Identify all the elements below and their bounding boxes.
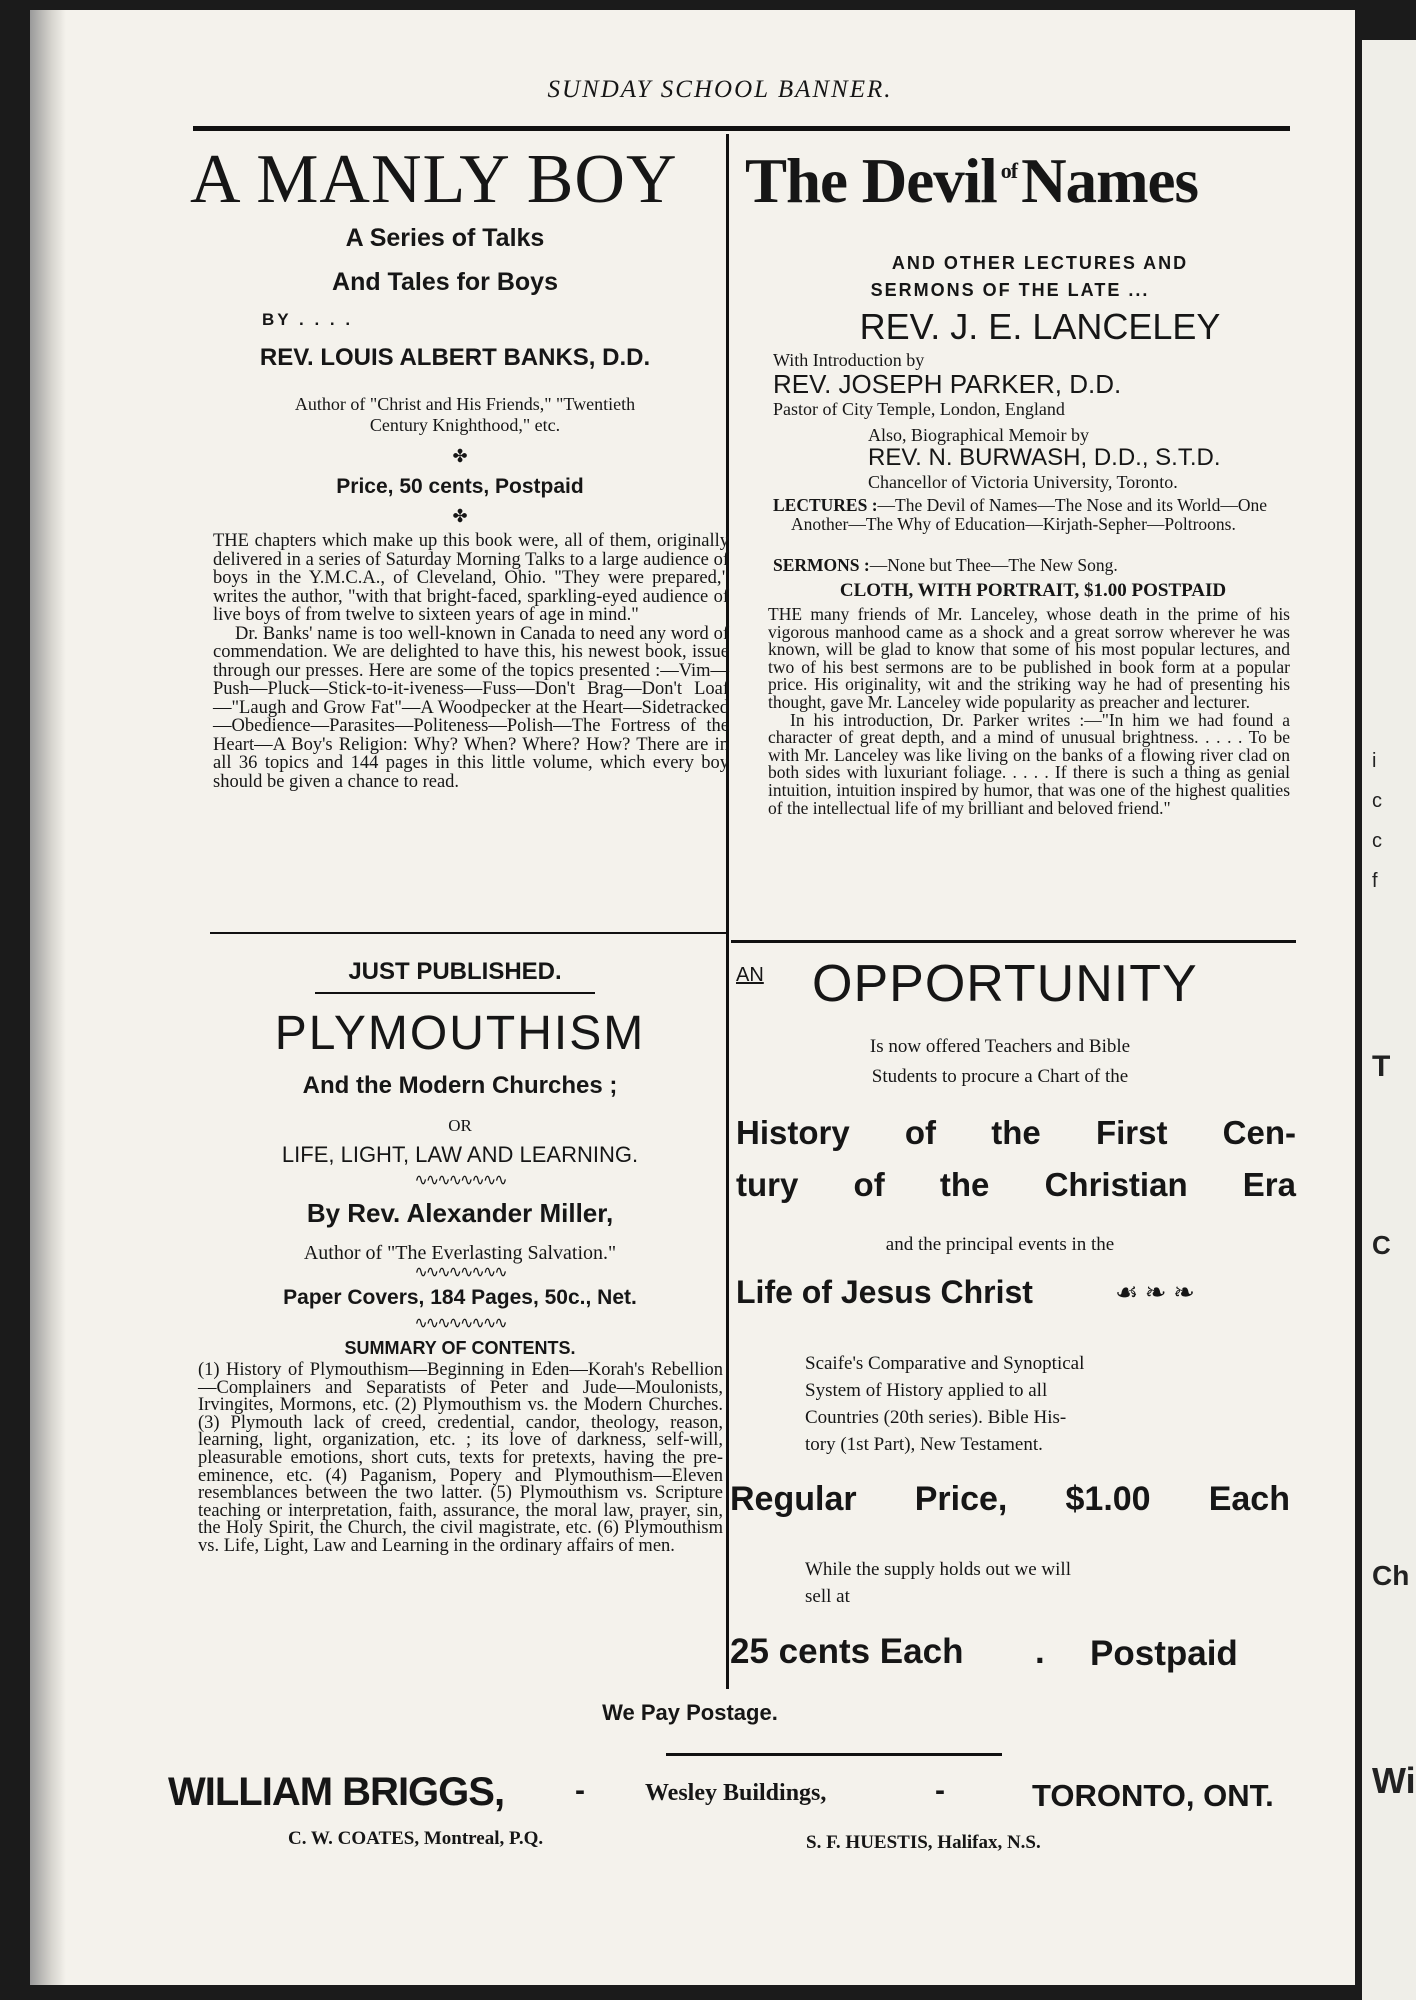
footer-rule — [666, 1753, 1002, 1756]
opportunity-while-line: While the supply holds out we will — [805, 1559, 1071, 1580]
devil-paragraph-1: THE many friends of Mr. Lanceley, whose death in the prime of his vigorous manhood came as a shock and a great sorrow wherever he was known, will be glad to know that some of his most popular lectures, and two of his best sermons are to be published in book form at a popular price. His originality, wit and the striking way he had of presenting his thought, gave Mr. Lanceley wide popularity as preacher and lecturer. — [768, 604, 1290, 712]
manly-boy-paragraph-1: THE chapters which make up this book were, all of them, originally delivered in a series of Saturday Morning Talks to a large audience of boys in the Y.M.C.A., of Cleveland, Ohio. "They were prepared," writes the author, "with that bright-faced, sparkling-eyed audience of live boys of from twelve to sixteen years of age in mind." — [213, 531, 729, 625]
opportunity-offer-price: 25 cents Each — [730, 1632, 964, 1671]
opportunity-system — [805, 1350, 1225, 1458]
devil-sermons-list: —None but Thee—The New Song. — [869, 555, 1118, 575]
devil-subtitle-1: AND OTHER LECTURES AND — [891, 253, 1189, 273]
devil-memoir-role: Chancellor of Victoria University, Toronto. — [868, 472, 1178, 492]
edge-letter: C — [1372, 1230, 1391, 1260]
plymouth-alt-title: LIFE, LIGHT, LAW AND LEARNING. — [281, 1142, 639, 1167]
edge-letter: c — [1372, 790, 1382, 812]
manly-boy-subtitle-1: A Series of Talks — [345, 224, 545, 252]
plymouth-title: PLYMOUTHISM — [274, 1007, 646, 1060]
right-section-rule — [731, 940, 1296, 943]
manly-boy-works-2: Century Knighthood," etc. — [369, 415, 561, 435]
opportunity-history-2: tury of the Christian Era — [736, 1166, 1296, 1203]
plymouth-subtitle: And the Modern Churches ; — [302, 1072, 618, 1099]
manly-boy-author: REV. LOUIS ALBERT BANKS, D.D. — [259, 344, 651, 371]
adjacent-page-edge — [1362, 40, 1416, 2000]
page-edge-shadow — [30, 10, 66, 1985]
plymouth-kicker: JUST PUBLISHED. — [348, 958, 562, 985]
opportunity-while-line: sell at — [805, 1586, 850, 1607]
devil-title-of: of — [1000, 158, 1018, 183]
manly-boy-subtitle-2: And Tales for Boys — [332, 268, 558, 296]
opportunity-an: AN — [736, 964, 764, 986]
plymouth-summary-heading: SUMMARY OF CONTENTS. — [344, 1338, 576, 1358]
edge-letter: f — [1372, 870, 1378, 892]
opportunity-offer-dot: . — [1035, 1632, 1045, 1671]
opportunity-middle: and the principal events in the — [885, 1234, 1115, 1255]
footer-halifax: S. F. HUESTIS, Halifax, N.S. — [806, 1832, 1041, 1853]
opportunity-life: Life of Jesus Christ — [736, 1274, 1033, 1310]
running-header: SUNDAY SCHOOL BANNER. — [547, 76, 893, 103]
edge-letter: Wi — [1372, 1760, 1416, 1801]
header-rule — [193, 126, 1290, 131]
devil-paragraph-2: In his introduction, Dr. Parker writes :—"In him we had found a character of great depth, and a mind of unusual brightness. . . . . To be with Mr. Lanceley was like living on the banks of a flowing river clad on both sides with luxuriant foliage. . . . . If there is such a thing as genial intuition, intuition inspired by humor, that was one of the highest qualities of the intellectual life of my brilliant and beloved friend." — [768, 709, 1290, 818]
devil-intro-author: REV. JOSEPH PARKER, D.D. — [773, 369, 1122, 399]
footer-postage: We Pay Postage. — [602, 1700, 778, 1725]
wave-ornament: ∿∿∿∿∿∿∿∿ — [414, 1172, 506, 1189]
devil-intro-role: Pastor of City Temple, London, England — [773, 399, 1065, 419]
column-divider — [726, 134, 729, 1689]
devil-lectures — [773, 496, 1293, 534]
edge-letter: Ch — [1372, 1560, 1410, 1591]
wave-ornament: ∿∿∿∿∿∿∿∿ — [414, 1264, 506, 1281]
devil-title — [745, 146, 1305, 216]
footer-building: Wesley Buildings, — [645, 1780, 827, 1806]
footer-dash-2: - — [935, 1774, 945, 1807]
devil-sermons-label: SERMONS : — [773, 555, 870, 575]
manly-boy-paragraph-2: Dr. Banks' name is too well-known in Canada to need any word of commendation. We are delighted to have this, his newest book, issue through our presses. Here are some of the topics presented :—Vim—Push—Pluck—Stick-to-it-iveness—Fuss—Don't Brag—Don't Loaf—"Laugh and Grow Fat"—A Woodpecker at the Heart—Sidetracked—Obedience—Parasites—Politeness—Polish—The Fortress of the Heart—A Boy's Religion: Why? When? Where? How? There are in all 36 topics and 144 pages in this little volume, which every boy should be given a chance to read. — [213, 623, 729, 792]
opportunity-while — [805, 1556, 1225, 1610]
plymouth-price: Paper Covers, 184 Pages, 50c., Net. — [283, 1286, 637, 1309]
devil-lectures-list: —The Devil of Names—The Nose and its World—One Another—The Why of Education—Kirjath-Sepher—Poltroons. — [791, 495, 1268, 534]
edge-letter: i — [1372, 750, 1377, 772]
footer-dash-1: - — [575, 1774, 585, 1807]
manly-boy-price: Price, 50 cents, Postpaid — [336, 475, 584, 498]
footer-publisher: WILLIAM BRIGGS, — [168, 1770, 505, 1814]
devil-price: CLOTH, WITH PORTRAIT, $1.00 POSTPAID — [839, 580, 1227, 601]
opportunity-offer-postpaid: Postpaid — [1090, 1634, 1238, 1673]
left-section-rule — [210, 932, 728, 934]
devil-subtitle-2: SERMONS OF THE LATE ... — [870, 280, 1150, 300]
opportunity-title: OPPORTUNITY — [812, 955, 1198, 1013]
fleuron-icon: ✤ — [452, 446, 468, 466]
devil-memoir-author: REV. N. BURWASH, D.D., S.T.D. — [868, 444, 1221, 471]
edge-letter: c — [1372, 830, 1382, 852]
plymouth-works: Author of "The Everlasting Salvation." — [303, 1242, 617, 1264]
opportunity-system-line: Scaife's Comparative and Synoptical — [805, 1353, 1085, 1374]
footer-montreal: C. W. COATES, Montreal, P.Q. — [288, 1828, 544, 1849]
opportunity-line-1: Is now offered Teachers and Bible — [869, 1036, 1131, 1057]
devil-author: REV. J. E. LANCELEY — [859, 306, 1221, 347]
manly-boy-by: BY . . . . — [262, 310, 354, 329]
page — [30, 10, 1355, 1985]
opportunity-history-1: History of the First Cen- — [736, 1114, 1296, 1151]
kicker-rule — [315, 992, 595, 994]
devil-sermons — [773, 555, 1293, 576]
devil-body — [768, 606, 1290, 817]
opportunity-system-line: System of History applied to all — [805, 1380, 1048, 1401]
footer-city: TORONTO, ONT. — [1032, 1778, 1274, 1813]
opportunity-system-line: Countries (20th series). Bible His- — [805, 1407, 1067, 1428]
plymouth-summary: (1) History of Plymouthism—Beginning in Eden—Korah's Rebellion—Complainers and Separatists of Peter and Jude—Moulonists, Irvingites, Mormons, etc. (2) Plymouthism vs. the Modern Churches. (3) Plymouth lack of creed, credential, candor, theology, reason, learning, light, organization, etc. ; its love of darkness, self-will, pleasurable emotions, short cuts, texts for pretexts, having the pre-eminence, etc. (4) Paganism, Popery and Plymouthism—Eleven resemblances between the two latter. (5) Plymouthism vs. Scripture teaching or interpretation, faith, assurance, the moral law, prayer, sin, the Holy Spirit, the Church, the civil magistrate, etc. (6) Plymouthism vs. Life, Light, Law and Learning in the ordinary affairs of men. — [198, 1360, 723, 1556]
devil-intro-label: With Introduction by — [773, 350, 925, 370]
devil-memoir-label: Also, Biographical Memoir by — [868, 425, 1089, 445]
opportunity-regular-price: Regular Price, $1.00 Each — [730, 1480, 1290, 1518]
manly-boy-works-1: Author of "Christ and His Friends," "Twentieth — [294, 394, 636, 414]
manly-boy-title: A MANLY BOY — [190, 141, 678, 218]
plymouth-author: By Rev. Alexander Miller, — [306, 1198, 614, 1228]
fleuron-icon: ✤ — [452, 506, 468, 526]
devil-title-part-1: The Devil — [745, 146, 997, 216]
fleuron-icon: ☙ ❧ ❧ — [1115, 1278, 1195, 1307]
opportunity-system-line: tory (1st Part), New Testament. — [805, 1434, 1043, 1455]
plymouth-or: OR — [448, 1116, 472, 1135]
edge-letter: T — [1372, 1050, 1391, 1083]
wave-ornament: ∿∿∿∿∿∿∿∿ — [414, 1315, 506, 1332]
devil-lectures-label: LECTURES : — [773, 495, 878, 515]
manly-boy-body — [213, 532, 729, 791]
devil-title-part-2: Names — [1021, 146, 1199, 216]
opportunity-line-2: Students to procure a Chart of the — [871, 1066, 1129, 1087]
